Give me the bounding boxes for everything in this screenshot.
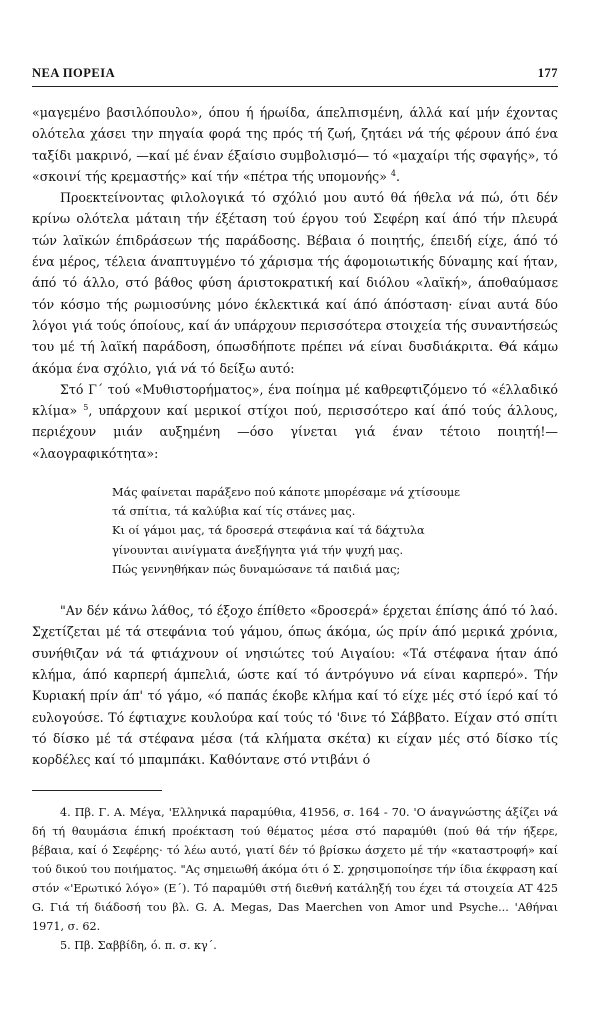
paragraph: "Αν δέν κάνω λάθος, τό έξοχο έπίθετο «δροσερά» έρχεται έπίσης άπό τό λαό. Σχετίζεται μέ τά στεφάνια τού γάμου, όπως άκόμα, ώς πρίν άπό μερικά χρόνια, συνήθιζαν νά τά φτιάχνουν οί νησιώτες τού Αιγαίου: «Τά στέφανα ήταν άπό κλήμα, άπό καρπερή άμπελιά, ώστε καί τό άντρόγυνο νά είναι καρπερό». Τήν Κυριακή πρίν άπ' τό γάμο, «ό παπάς έκοβε κλήμα καί τό είχε μές στό ίερό καί τό ευλογούσε. Τό έφτιαχνε κουλούρα καί τούς τό 'δινε τό Σάββατο. Είχαν στό σπίτι τό δίσκο μέ τά στέφανα μέσα (τά κλήματα σκέτα) κι είχαν μές στό δίσκο τίς κορδέλες καί τό μπαμπάκι. Καθόντανε στό ντιβάνι ό — [32, 603, 558, 768]
poem-line: γίνουνται αινίγματα άνεξήγητα γιά τήν ψυχή μας. — [112, 543, 404, 557]
poem-line: Πώς γεννηθήκαν πώς δυναμώσανε τά παιδιά μας; — [112, 562, 401, 576]
journal-title: ΝΕΑ ΠΟΡΕΙΑ — [32, 66, 116, 80]
footnote-ref: 5 — [83, 402, 89, 412]
paragraph: Στό Γ΄ τού «Μυθιστορήματος», ένα ποίημα μέ καθρεφτιζόμενο τό «έλλαδικό κλίμα» $^5$, υπάρχουν καί μερικοί στίχοι πού, περισσότερο καί άπό τούς άλλους, περιέχουν μιάν αυξημένη —όσο γίνεται γιά έναν τέτοιο ποιητή!— «λαογραφικότητα»: — [32, 381, 558, 461]
page-number: 177 — [537, 66, 558, 80]
footnote: 4. Πβ. Γ. Α. Μέγα, 'Ελληνικά παραμύθια, 41956, σ. 164 - 70. 'Ο άναγνώστης άξίζει νά δή τή θαυμάσια έπική προέκταση τού θέματος μέσα στό παραμύθι (πού θά τήν ήξερε, βέβαια, καί ό Σεφέρης· τό λέω αυτό, γιατί δέν τό βρίσκω άσχετο μέ τήν «καταστροφή» καί τού δικού του ποιήματος. "Ας σημειωθή άκόμα ότι ό Σ. χρησιμοποίησε τήν ίδια έκφραση καί στόν «'Ερωτικό λόγο» (Ε΄). Τό παραμύθι στή διεθνή κατάληξή του έχει τά στοιχεία AT 425 G. Γιά τή διάδοσή του βλ. G. A. Megas, Das Maerchen von Amor und Psyche... 'Αθήναι 1971, σ. 62. — [32, 806, 558, 934]
main-text-continued — [32, 600, 558, 770]
footnote-ref: 4 — [390, 168, 397, 178]
page — [32, 66, 558, 955]
poem-line: τά σπίτια, τά καλύβια καί τίς στάνες μας. — [112, 505, 356, 519]
running-header — [32, 66, 558, 87]
poem-line: Κι οί γάμοι μας, τά δροσερά στεφάνια καί τά δάχτυλα — [112, 524, 425, 538]
paragraph: Προεκτείνοντας φιλολογικά τό σχόλιό μου αυτό θά ήθελα νά πώ, ότι δέν κρίνω ολότελα μάταιη τήν έξέταση τού έργου τού Σεφέρη καί άπό τήν πλευρά τών λαϊκών έπιδράσεων τής παράδοσης. Βέβαια ό ποιητής, έπειδή είχε, άπό τό ένα μέρος, τέλεια άναπτυγμένο τό χάρισμα τής άφομοιωτικής δύναμης καί ήταν, άπό τό άλλο, στό βάθος φύση άριστοκρατική καί διόλου «λαϊκή», άποθαύμασε τόν κόσμο τής ρωμιοσύνης μόνο έκλεκτικά καί άπό άπόσταση· είναι αυτά δύο λόγοι γιά τούς όποίους, καί άν υπάρχουν περισσότερα στοιχεία τής συναντήσεώς του μέ τή λαϊκή παράδοση, όπωσδήποτε πρέπει νά είναι δυσδιάκριτα. Θά κάμω άκόμα ένα σχόλιο, γιά νά τό δείξω αυτό: — [32, 190, 558, 376]
poem-quote — [112, 483, 558, 579]
footnotes — [32, 803, 558, 955]
footnote-separator — [32, 790, 162, 791]
footnote: 5. Πβ. Σαββίδη, ό. π. σ. κγ΄. — [60, 939, 217, 953]
main-text — [32, 102, 558, 464]
poem-line: Μάς φαίνεται παράξενο πού κάποτε μπορέσαμε νά χτίσουμε — [112, 486, 461, 500]
paragraph: «μαγεμένο βασιλόπουλο», όπου ή ήρωίδα, άπελπισμένη, άλλά καί μήν έχοντας ολότελα χάσει την πηγαία φορά της πρός τή ζωή, ζητάει νά τής φέρουν άπό ένα ταξίδι μακρινό, —καί μέ έναν έξαίσιο συμβολισμό— τό «μαχαίρι τής σφαγής», τό «σκοινί τής κρεμαστής» καί τήν «πέτρα τής υπομονής» $^4$. — [32, 105, 558, 184]
